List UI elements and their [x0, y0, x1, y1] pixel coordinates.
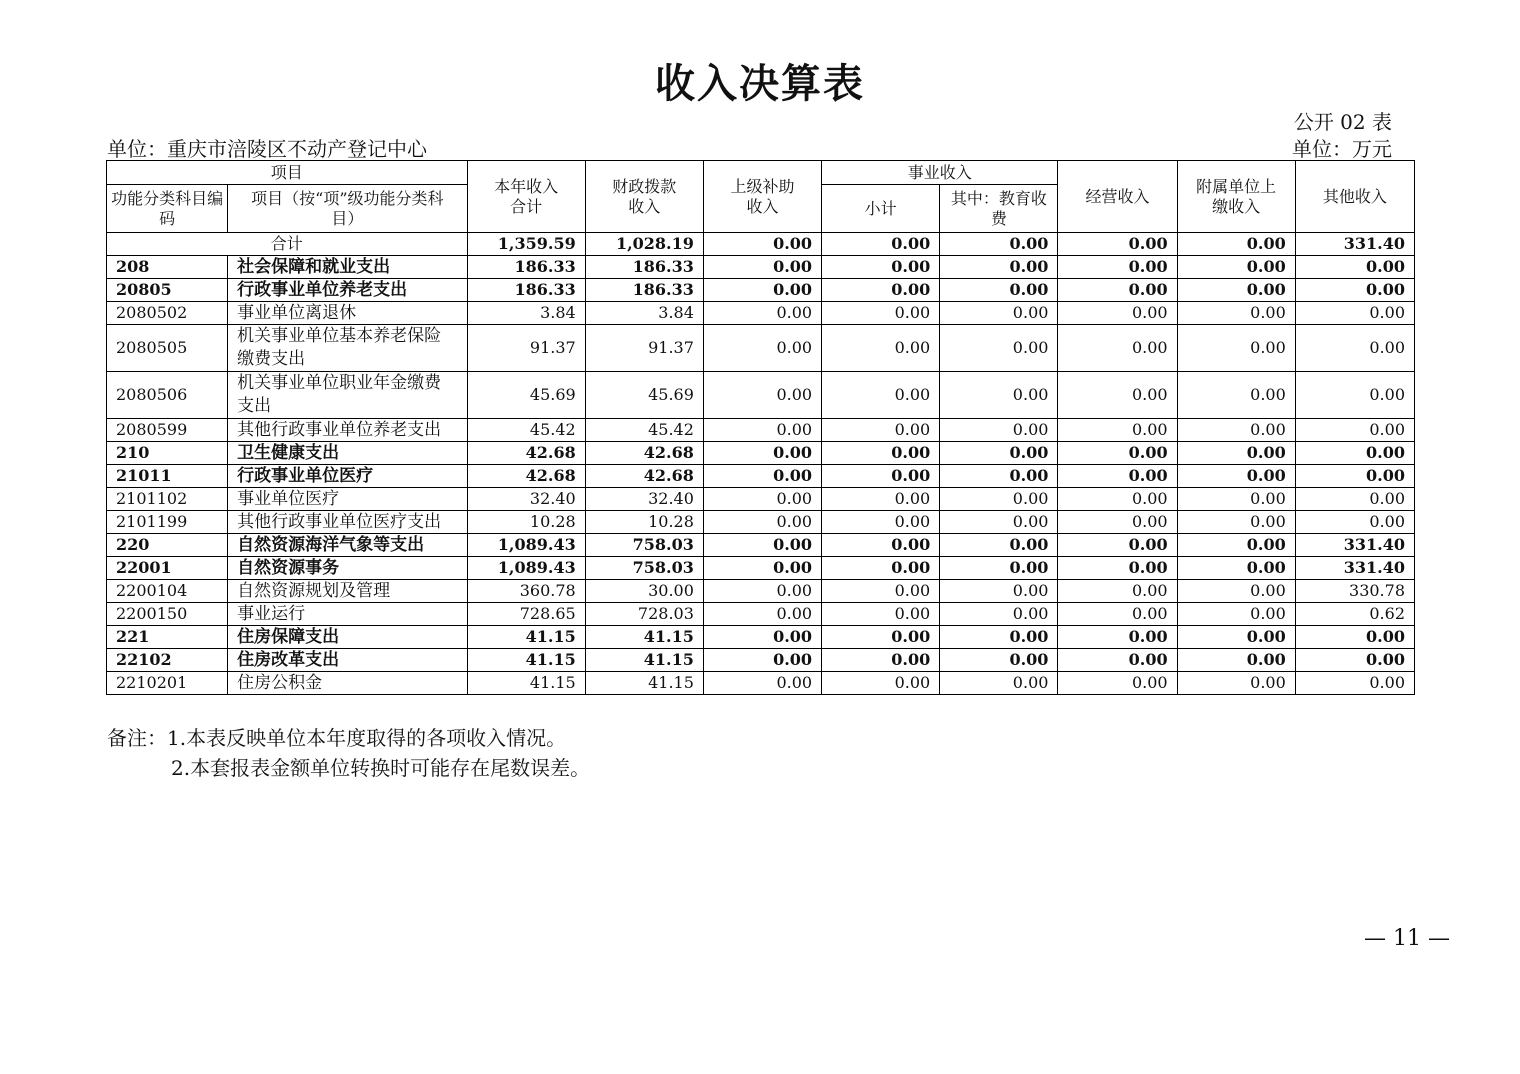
- item-name-cell: 社会保障和就业支出: [228, 256, 467, 279]
- form-number: 公开 02 表: [1293, 110, 1392, 134]
- amount-cell: 0.00: [1058, 580, 1177, 603]
- amount-cell: 1,089.43: [467, 557, 585, 580]
- amount-cell: 0.00: [1295, 465, 1414, 488]
- amount-cell: 0.00: [822, 325, 940, 372]
- note-1: 备注：1.本表反映单位本年度取得的各项收入情况。: [107, 726, 567, 750]
- total-label: 合计: [107, 233, 468, 256]
- amount-cell: 91.37: [467, 325, 585, 372]
- amount-cell: 0.00: [1295, 279, 1414, 302]
- func-code-cell: 2080599: [107, 419, 228, 442]
- amount-cell: 0.00: [822, 465, 940, 488]
- amount-cell: 0.00: [703, 672, 821, 695]
- amount-cell: 0.00: [1058, 419, 1177, 442]
- amount-cell: 0.00: [1177, 465, 1295, 488]
- amount-cell: 0.00: [822, 534, 940, 557]
- amount-cell: 0.00: [1177, 603, 1295, 626]
- amount-cell: 0.00: [1295, 302, 1414, 325]
- header-subtotal: 小计: [822, 185, 940, 233]
- amount-cell: 10.28: [585, 511, 703, 534]
- func-code-cell: 220: [107, 534, 228, 557]
- total-cell: 0.00: [822, 233, 940, 256]
- amount-cell: 0.00: [703, 302, 821, 325]
- amount-cell: 0.00: [822, 649, 940, 672]
- item-name-cell: 事业单位医疗: [228, 488, 467, 511]
- header-item: 项目: [107, 161, 468, 185]
- total-cell: 0.00: [1177, 233, 1295, 256]
- amount-cell: 0.00: [703, 256, 821, 279]
- amount-cell: 42.68: [467, 442, 585, 465]
- amount-cell: 0.00: [940, 465, 1058, 488]
- amount-cell: 32.40: [467, 488, 585, 511]
- amount-cell: 0.00: [1177, 534, 1295, 557]
- amount-cell: 728.65: [467, 603, 585, 626]
- amount-cell: 32.40: [585, 488, 703, 511]
- amount-cell: 0.00: [822, 419, 940, 442]
- amount-cell: 186.33: [585, 256, 703, 279]
- amount-cell: 330.78: [1295, 580, 1414, 603]
- amount-cell: 758.03: [585, 557, 703, 580]
- header-total-income: 本年收入合计: [467, 161, 585, 233]
- amount-cell: 0.00: [1058, 488, 1177, 511]
- amount-cell: 0.00: [1177, 672, 1295, 695]
- amount-cell: 0.00: [1058, 511, 1177, 534]
- page-number: — 11 —: [1364, 926, 1450, 951]
- amount-cell: 30.00: [585, 580, 703, 603]
- amount-cell: 0.00: [703, 603, 821, 626]
- func-code-cell: 2080506: [107, 372, 228, 419]
- total-cell: 0.00: [1058, 233, 1177, 256]
- amount-cell: 0.00: [1177, 279, 1295, 302]
- amount-cell: 0.00: [940, 325, 1058, 372]
- amount-cell: 41.15: [585, 672, 703, 695]
- amount-cell: 0.00: [940, 419, 1058, 442]
- table-row: [107, 511, 1415, 534]
- amount-cell: 41.15: [467, 672, 585, 695]
- amount-cell: 0.00: [1177, 511, 1295, 534]
- amount-cell: 10.28: [467, 511, 585, 534]
- page-title: 收入决算表: [655, 60, 865, 107]
- amount-cell: 3.84: [585, 302, 703, 325]
- amount-cell: 0.00: [822, 603, 940, 626]
- amount-cell: 41.15: [467, 649, 585, 672]
- amount-cell: 0.00: [940, 279, 1058, 302]
- amount-cell: 0.00: [1058, 279, 1177, 302]
- amount-cell: 186.33: [585, 279, 703, 302]
- amount-cell: 0.00: [1058, 465, 1177, 488]
- amount-cell: 360.78: [467, 580, 585, 603]
- item-name-cell: 行政事业单位养老支出: [228, 279, 467, 302]
- amount-cell: 0.00: [703, 419, 821, 442]
- item-name-cell: 机关事业单位基本养老保险缴费支出: [228, 325, 467, 372]
- amount-cell: 0.00: [822, 580, 940, 603]
- item-name-cell: 自然资源规划及管理: [228, 580, 467, 603]
- amount-cell: 0.00: [822, 626, 940, 649]
- item-name-cell: 事业运行: [228, 603, 467, 626]
- amount-cell: 0.00: [1295, 672, 1414, 695]
- income-table: [106, 160, 1415, 695]
- func-code-cell: 2080502: [107, 302, 228, 325]
- amount-cell: 0.00: [1295, 488, 1414, 511]
- amount-cell: 0.00: [1058, 256, 1177, 279]
- func-code-cell: 2101102: [107, 488, 228, 511]
- table-row: [107, 302, 1415, 325]
- amount-cell: 45.42: [585, 419, 703, 442]
- amount-cell: 0.00: [1058, 372, 1177, 419]
- header-fiscal: 财政拨款收入: [585, 161, 703, 233]
- amount-cell: 0.00: [1177, 626, 1295, 649]
- total-row: [107, 233, 1415, 256]
- header-operating: 经营收入: [1058, 161, 1177, 233]
- func-code-cell: 2080505: [107, 325, 228, 372]
- amount-cell: 0.00: [1058, 325, 1177, 372]
- item-name-cell: 其他行政事业单位养老支出: [228, 419, 467, 442]
- func-code-cell: 208: [107, 256, 228, 279]
- amount-cell: 0.00: [1295, 325, 1414, 372]
- func-code-cell: 22102: [107, 649, 228, 672]
- amount-cell: 42.68: [467, 465, 585, 488]
- amount-cell: 0.00: [1177, 649, 1295, 672]
- table-row: [107, 626, 1415, 649]
- amount-cell: 0.00: [1295, 419, 1414, 442]
- amount-cell: 0.00: [703, 372, 821, 419]
- amount-cell: 3.84: [467, 302, 585, 325]
- amount-cell: 0.00: [703, 511, 821, 534]
- header-edu-fee: 其中：教育收费: [940, 185, 1058, 233]
- amount-cell: 0.00: [703, 442, 821, 465]
- amount-cell: 0.00: [703, 488, 821, 511]
- amount-cell: 0.00: [940, 649, 1058, 672]
- currency-unit: 单位：万元: [1292, 137, 1392, 161]
- table-row: [107, 649, 1415, 672]
- func-code-cell: 2101199: [107, 511, 228, 534]
- amount-cell: 0.00: [822, 279, 940, 302]
- item-name-cell: 住房公积金: [228, 672, 467, 695]
- amount-cell: 0.00: [822, 488, 940, 511]
- table-row: [107, 672, 1415, 695]
- table-row: [107, 603, 1415, 626]
- amount-cell: 41.15: [585, 649, 703, 672]
- item-name-cell: 事业单位离退休: [228, 302, 467, 325]
- header-business-income: 事业收入: [822, 161, 1058, 185]
- amount-cell: 0.00: [1177, 256, 1295, 279]
- amount-cell: 0.00: [1177, 372, 1295, 419]
- amount-cell: 0.00: [822, 511, 940, 534]
- func-code-cell: 21011: [107, 465, 228, 488]
- amount-cell: 0.00: [1295, 256, 1414, 279]
- amount-cell: 0.00: [1058, 649, 1177, 672]
- table-row: [107, 534, 1415, 557]
- amount-cell: 0.00: [1058, 626, 1177, 649]
- amount-cell: 186.33: [467, 256, 585, 279]
- amount-cell: 0.00: [940, 511, 1058, 534]
- amount-cell: 0.00: [822, 372, 940, 419]
- amount-cell: 0.00: [703, 649, 821, 672]
- amount-cell: 42.68: [585, 442, 703, 465]
- func-code-cell: 2200150: [107, 603, 228, 626]
- amount-cell: 0.00: [1058, 302, 1177, 325]
- amount-cell: 0.00: [1177, 442, 1295, 465]
- func-code-cell: 221: [107, 626, 228, 649]
- header-superior-subsidy: 上级补助收入: [703, 161, 821, 233]
- table-row: [107, 557, 1415, 580]
- amount-cell: 0.00: [703, 465, 821, 488]
- amount-cell: 0.00: [1177, 419, 1295, 442]
- amount-cell: 0.00: [1177, 302, 1295, 325]
- amount-cell: 41.15: [467, 626, 585, 649]
- amount-cell: 41.15: [585, 626, 703, 649]
- func-code-cell: 22001: [107, 557, 228, 580]
- item-name-cell: 住房改革支出: [228, 649, 467, 672]
- func-code-cell: 2200104: [107, 580, 228, 603]
- item-name-cell: 卫生健康支出: [228, 442, 467, 465]
- table-row: [107, 419, 1415, 442]
- amount-cell: 0.00: [822, 672, 940, 695]
- amount-cell: 0.00: [703, 626, 821, 649]
- header-item-name: 项目（按“项”级功能分类科目）: [228, 185, 467, 233]
- amount-cell: 0.62: [1295, 603, 1414, 626]
- amount-cell: 0.00: [703, 534, 821, 557]
- amount-cell: 0.00: [1295, 649, 1414, 672]
- item-name-cell: 机关事业单位职业年金缴费支出: [228, 372, 467, 419]
- total-cell: 0.00: [940, 233, 1058, 256]
- func-code-cell: 2210201: [107, 672, 228, 695]
- amount-cell: 0.00: [1058, 534, 1177, 557]
- amount-cell: 728.03: [585, 603, 703, 626]
- amount-cell: 0.00: [940, 580, 1058, 603]
- amount-cell: 0.00: [940, 672, 1058, 695]
- table-row: [107, 372, 1415, 419]
- amount-cell: 758.03: [585, 534, 703, 557]
- total-cell: 1,359.59: [467, 233, 585, 256]
- amount-cell: 0.00: [703, 279, 821, 302]
- amount-cell: 0.00: [940, 626, 1058, 649]
- amount-cell: 45.42: [467, 419, 585, 442]
- amount-cell: 0.00: [940, 302, 1058, 325]
- amount-cell: 0.00: [940, 442, 1058, 465]
- reporting-unit: 单位：重庆市涪陵区不动产登记中心: [107, 137, 427, 161]
- amount-cell: 186.33: [467, 279, 585, 302]
- amount-cell: 0.00: [1058, 557, 1177, 580]
- amount-cell: 0.00: [1058, 603, 1177, 626]
- amount-cell: 0.00: [1295, 511, 1414, 534]
- func-code-cell: 210: [107, 442, 228, 465]
- item-name-cell: 自然资源事务: [228, 557, 467, 580]
- note-2: 2.本套报表金额单位转换时可能存在尾数误差。: [171, 756, 591, 780]
- amount-cell: 0.00: [940, 372, 1058, 419]
- func-code-cell: 20805: [107, 279, 228, 302]
- item-name-cell: 行政事业单位医疗: [228, 465, 467, 488]
- header-other: 其他收入: [1295, 161, 1414, 233]
- item-name-cell: 其他行政事业单位医疗支出: [228, 511, 467, 534]
- amount-cell: 0.00: [1177, 580, 1295, 603]
- table-row: [107, 580, 1415, 603]
- amount-cell: 0.00: [1058, 442, 1177, 465]
- amount-cell: 45.69: [467, 372, 585, 419]
- amount-cell: 0.00: [940, 603, 1058, 626]
- amount-cell: 0.00: [1058, 672, 1177, 695]
- amount-cell: 45.69: [585, 372, 703, 419]
- amount-cell: 0.00: [703, 557, 821, 580]
- amount-cell: 0.00: [940, 256, 1058, 279]
- header-affiliated: 附属单位上缴收入: [1177, 161, 1295, 233]
- amount-cell: 0.00: [703, 325, 821, 372]
- table-row: [107, 256, 1415, 279]
- item-name-cell: 自然资源海洋气象等支出: [228, 534, 467, 557]
- item-name-cell: 住房保障支出: [228, 626, 467, 649]
- amount-cell: 0.00: [822, 442, 940, 465]
- table-row: [107, 279, 1415, 302]
- amount-cell: 42.68: [585, 465, 703, 488]
- amount-cell: 331.40: [1295, 557, 1414, 580]
- amount-cell: 0.00: [940, 534, 1058, 557]
- amount-cell: 0.00: [940, 557, 1058, 580]
- table-row: [107, 442, 1415, 465]
- amount-cell: 331.40: [1295, 534, 1414, 557]
- amount-cell: 0.00: [1177, 557, 1295, 580]
- amount-cell: 0.00: [940, 488, 1058, 511]
- amount-cell: 0.00: [1295, 626, 1414, 649]
- total-cell: 1,028.19: [585, 233, 703, 256]
- table-row: [107, 465, 1415, 488]
- table-row: [107, 325, 1415, 372]
- amount-cell: 0.00: [1295, 442, 1414, 465]
- total-cell: 0.00: [703, 233, 821, 256]
- table-row: [107, 488, 1415, 511]
- total-cell: 331.40: [1295, 233, 1414, 256]
- amount-cell: 91.37: [585, 325, 703, 372]
- amount-cell: 0.00: [822, 557, 940, 580]
- amount-cell: 0.00: [822, 302, 940, 325]
- amount-cell: 1,089.43: [467, 534, 585, 557]
- header-func-code: 功能分类科目编码: [107, 185, 228, 233]
- amount-cell: 0.00: [1295, 372, 1414, 419]
- amount-cell: 0.00: [1177, 488, 1295, 511]
- amount-cell: 0.00: [822, 256, 940, 279]
- amount-cell: 0.00: [703, 580, 821, 603]
- amount-cell: 0.00: [1177, 325, 1295, 372]
